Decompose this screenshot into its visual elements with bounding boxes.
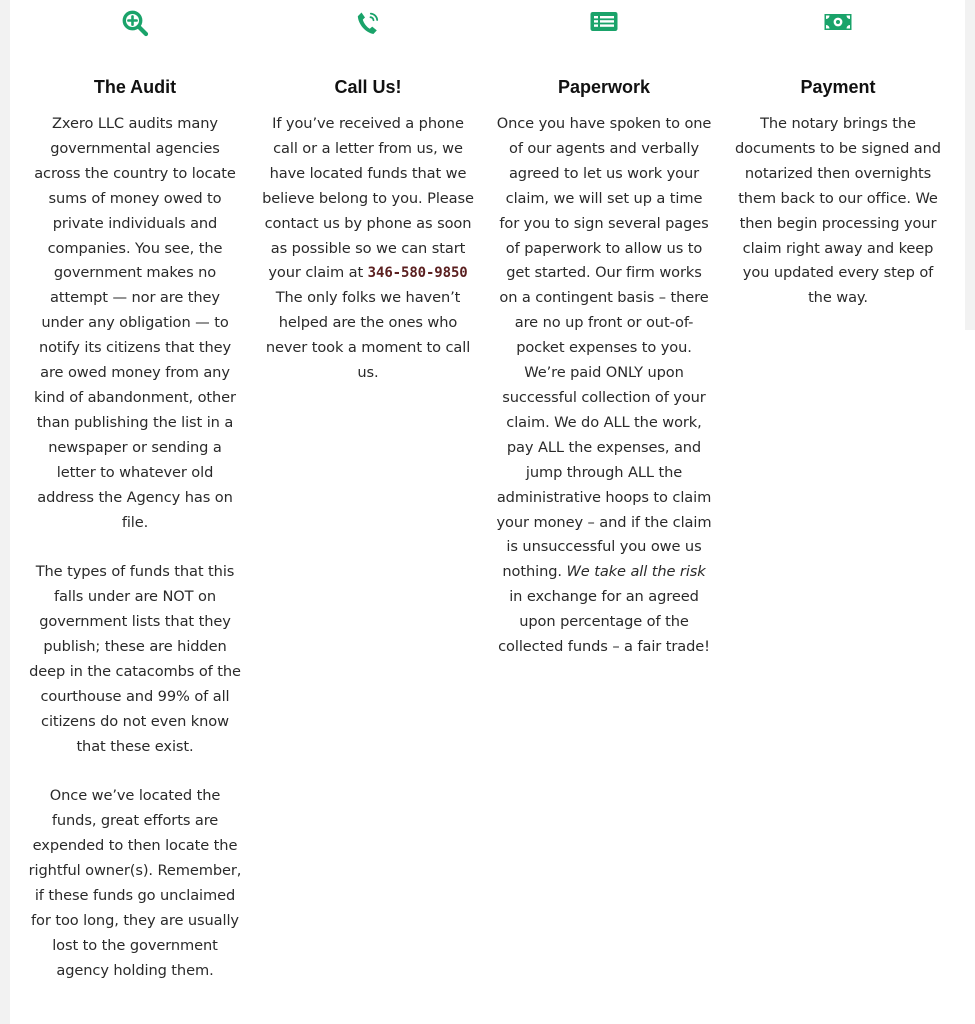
money-bill-icon xyxy=(818,9,858,49)
column-text xyxy=(496,112,712,660)
phone-ringing-icon xyxy=(348,9,388,49)
column-title: The Audit xyxy=(93,77,177,97)
paperwork-text-after: in exchange for an agreed upon percentage of the collected funds – a fair trade! xyxy=(498,588,710,656)
column-text: The notary brings the documents to be signed and notarized then overnights them back to our office. We then begin processing your claim right away and keep you updated every step of the way. xyxy=(735,115,941,307)
paperwork-emphasis: We take all the risk xyxy=(566,563,706,581)
page-edge-right xyxy=(965,0,975,330)
page-edge-left xyxy=(0,0,10,1024)
phone-number-link[interactable]: 346-580-9850 xyxy=(367,265,468,282)
audit-paragraph-1: Zxero LLC audits many governmental agencies across the country to locate sums of money owed to private individuals and companies. You see, the government makes no attempt — nor are they under any obligation — to notify its citizens that they are owed money from any kind of abandonment, other than publishing the list in a newspaper or sending a letter to whatever old address the Agency has on file. xyxy=(34,115,236,531)
feature-column-payment xyxy=(730,0,946,311)
audit-paragraph-2: The types of funds that this falls under are NOT on government lists that they publish; these are hidden deep in the catacombs of the courthouse and 99% of all citizens do not even know that these exist. xyxy=(29,563,241,755)
feature-column-call xyxy=(260,0,476,386)
call-text-after: The only folks we haven’t helped are the ones who never took a moment to call us. xyxy=(265,289,471,382)
document-list-icon xyxy=(584,9,624,49)
feature-column-audit xyxy=(27,0,243,984)
column-title: Payment xyxy=(800,77,876,97)
search-plus-icon xyxy=(115,9,155,49)
feature-column-paperwork xyxy=(496,0,712,660)
call-text-before: If you’ve received a phone call or a letter from us, we have located funds that we believe belong to you. Please contact us by phone as soon as possible so we can start your claim at xyxy=(262,115,474,282)
audit-paragraph-3: Once we’ve located the funds, great efforts are expended to then locate the rightful owner(s). Remember, if these funds go unclaimed for too long, they are usually lost to the government agency holding them. xyxy=(28,787,242,979)
column-text xyxy=(27,112,243,984)
paragraph-gap xyxy=(27,760,243,785)
paperwork-text-before: Once you have spoken to one of our agents and verbally agreed to let us work your claim, we will set up a time for you to sign several pages of paperwork to allow us to get started. Our firm works on a contingent basis – there are no up front or out-of-pocket expenses to you. We’re paid ONLY upon successful collection of your claim. We do ALL the work, pay ALL the expenses, and jump through ALL the administrative hoops to claim your money – and if the claim is unsuccessful you owe us nothing. xyxy=(496,115,712,581)
column-text xyxy=(260,112,476,386)
column-title: Paperwork xyxy=(557,77,651,97)
column-title: Call Us! xyxy=(334,77,402,97)
paragraph-gap xyxy=(27,535,243,560)
